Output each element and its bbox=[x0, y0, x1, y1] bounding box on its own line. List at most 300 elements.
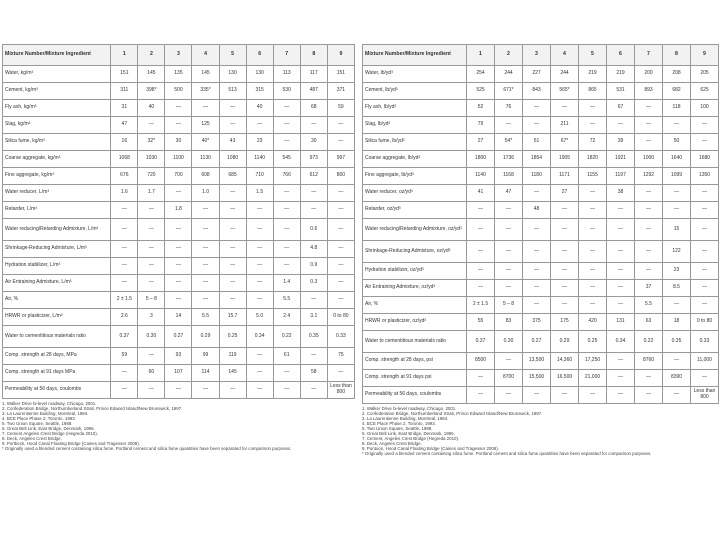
table-cell: — bbox=[523, 280, 551, 297]
table-cell: — bbox=[111, 241, 138, 258]
table-cell: 0.27 bbox=[523, 331, 551, 353]
table-row bbox=[3, 382, 355, 399]
table-cell: 63 bbox=[635, 314, 663, 331]
table-cell: 1905 bbox=[551, 151, 579, 168]
table-row bbox=[363, 241, 719, 263]
table-cell: 58 bbox=[300, 365, 327, 382]
table-cell: — bbox=[111, 258, 138, 275]
table-cell: 0.35 bbox=[300, 326, 327, 348]
table-cell: — bbox=[273, 241, 300, 258]
table-cell: — bbox=[138, 275, 165, 292]
table-cell: — bbox=[246, 202, 273, 219]
footnotes bbox=[362, 406, 718, 456]
row-label: Water reducing/Retarding Admixture, L/m³ bbox=[3, 219, 111, 241]
table-cell: — bbox=[327, 365, 354, 382]
table-row bbox=[363, 280, 719, 297]
table-cell: 38 bbox=[607, 185, 635, 202]
table-cell: — bbox=[138, 219, 165, 241]
imperial-mixture-panel bbox=[362, 44, 718, 456]
table-cell: 50 bbox=[663, 134, 691, 151]
table-cell: 244 bbox=[551, 66, 579, 83]
table-cell: 565* bbox=[551, 83, 579, 100]
table-cell: — bbox=[635, 241, 663, 263]
table-cell: — bbox=[219, 382, 246, 399]
table-cell: — bbox=[467, 241, 495, 263]
table-cell: — bbox=[327, 258, 354, 275]
table-cell: 1155 bbox=[579, 168, 607, 185]
column-header-mixture: 2 bbox=[138, 45, 165, 66]
table-cell: — bbox=[219, 202, 246, 219]
table-cell: — bbox=[192, 219, 219, 241]
table-cell: — bbox=[327, 117, 354, 134]
table-row bbox=[3, 83, 355, 100]
table-cell: 375 bbox=[523, 314, 551, 331]
table-cell: — bbox=[273, 365, 300, 382]
table-cell: 0.30 bbox=[495, 331, 523, 353]
table-cell: 676 bbox=[111, 168, 138, 185]
table-cell: — bbox=[138, 117, 165, 134]
table-cell: 1140 bbox=[246, 151, 273, 168]
table-row bbox=[363, 353, 719, 370]
table-row bbox=[363, 117, 719, 134]
metric-mixture-table bbox=[2, 44, 355, 399]
table-cell: 52 bbox=[467, 100, 495, 117]
table-cell: — bbox=[635, 202, 663, 219]
footnote: 4. BCE Place Phase 2, Toronto, 1993. bbox=[2, 416, 76, 421]
row-label: Hydration stabilizer, L/m³ bbox=[3, 258, 111, 275]
table-cell: — bbox=[607, 202, 635, 219]
row-label: Air, % bbox=[3, 292, 111, 309]
table-cell: — bbox=[579, 202, 607, 219]
table-cell: — bbox=[663, 297, 691, 314]
table-cell: — bbox=[165, 292, 192, 309]
table-cell: — bbox=[635, 185, 663, 202]
table-cell: 30 bbox=[300, 134, 327, 151]
table-cell: 14,360 bbox=[551, 353, 579, 370]
table-cell: — bbox=[165, 382, 192, 399]
table-cell: 61 bbox=[273, 348, 300, 365]
table-cell: 145 bbox=[192, 66, 219, 83]
table-row bbox=[3, 185, 355, 202]
table-cell: — bbox=[111, 365, 138, 382]
column-header-mixture: 5 bbox=[579, 45, 607, 66]
table-row bbox=[3, 275, 355, 292]
table-cell: 68 bbox=[300, 100, 327, 117]
table-cell: 1.7 bbox=[138, 185, 165, 202]
table-cell: 118 bbox=[663, 100, 691, 117]
table-cell: Less than 800 bbox=[327, 382, 354, 399]
table-cell: — bbox=[327, 219, 354, 241]
table-cell: — bbox=[192, 292, 219, 309]
table-cell: 130 bbox=[219, 66, 246, 83]
table-cell: — bbox=[495, 117, 523, 134]
footnote: 5. Two Union Square, Seattle, 1988. bbox=[362, 426, 433, 431]
table-cell: 2.4 bbox=[273, 309, 300, 326]
row-label: Coarse aggregate, kg/m³ bbox=[3, 151, 111, 168]
table-cell: — bbox=[273, 382, 300, 399]
table-cell: — bbox=[607, 353, 635, 370]
table-cell: 1030 bbox=[138, 151, 165, 168]
row-label: Retarder, oz/yd³ bbox=[363, 202, 467, 219]
table-cell: 40 bbox=[246, 100, 273, 117]
table-cell: 200 bbox=[635, 66, 663, 83]
table-cell: — bbox=[192, 275, 219, 292]
table-cell: 1171 bbox=[551, 168, 579, 185]
table-cell: — bbox=[165, 241, 192, 258]
table-cell: — bbox=[111, 202, 138, 219]
table-cell: — bbox=[246, 117, 273, 134]
column-header-mixture: 2 bbox=[495, 45, 523, 66]
table-cell: — bbox=[663, 353, 691, 370]
footnotes bbox=[2, 401, 355, 451]
table-cell: 1.4 bbox=[273, 275, 300, 292]
table-cell: — bbox=[327, 275, 354, 292]
table-cell: 117 bbox=[300, 66, 327, 83]
table-cell: — bbox=[607, 370, 635, 387]
row-label: Water to cementitious materials ratio bbox=[363, 331, 467, 353]
table-row bbox=[363, 331, 719, 353]
table-cell: — bbox=[635, 117, 663, 134]
table-cell: 531 bbox=[607, 83, 635, 100]
table-cell: 5.5 bbox=[273, 292, 300, 309]
table-cell: — bbox=[523, 117, 551, 134]
table-cell: 766 bbox=[273, 168, 300, 185]
table-cell: 54* bbox=[495, 134, 523, 151]
row-label: Water reducer, oz/yd³ bbox=[363, 185, 467, 202]
footnote: 7. Cement, Angeles Crest Bridge (Hegreda 2010). bbox=[362, 436, 460, 441]
table-cell: — bbox=[635, 370, 663, 387]
table-cell: 130 bbox=[246, 66, 273, 83]
table-cell: 145 bbox=[138, 66, 165, 83]
table-cell: 0.3 bbox=[300, 275, 327, 292]
table-cell: — bbox=[691, 202, 719, 219]
table-cell: 1800 bbox=[467, 151, 495, 168]
table-cell: — bbox=[691, 263, 719, 280]
footnote: 8. Deck, Angeles Crest Bridge. bbox=[2, 436, 62, 441]
table-cell: 11,000 bbox=[691, 353, 719, 370]
table-cell: 13,500 bbox=[523, 353, 551, 370]
table-cell: 487 bbox=[300, 83, 327, 100]
table-cell: — bbox=[495, 202, 523, 219]
table-row bbox=[363, 370, 719, 387]
table-row bbox=[363, 66, 719, 83]
table-cell: — bbox=[467, 280, 495, 297]
table-cell: 612 bbox=[300, 168, 327, 185]
footnote: 9. Pontoon, Hood Canal Floating Bridge (Caines and Tragesser 2008). bbox=[362, 446, 499, 451]
column-header-mixture: 8 bbox=[663, 45, 691, 66]
table-cell: 135 bbox=[165, 66, 192, 83]
table-cell: — bbox=[219, 292, 246, 309]
table-cell: 720 bbox=[138, 168, 165, 185]
table-cell: — bbox=[219, 275, 246, 292]
table-row bbox=[363, 202, 719, 219]
table-cell: 1099 bbox=[663, 168, 691, 185]
table-cell: 2.6 bbox=[111, 309, 138, 326]
table-cell: — bbox=[691, 185, 719, 202]
table-cell: — bbox=[579, 241, 607, 263]
row-label: HRWR or plasticizer, L/m³ bbox=[3, 309, 111, 326]
table-row bbox=[3, 168, 355, 185]
table-cell: 100 bbox=[691, 100, 719, 117]
table-cell: 211 bbox=[551, 117, 579, 134]
table-cell: — bbox=[635, 134, 663, 151]
table-cell: — bbox=[607, 241, 635, 263]
table-cell: — bbox=[495, 387, 523, 404]
column-header-mixture: 1 bbox=[111, 45, 138, 66]
table-cell: — bbox=[607, 387, 635, 404]
table-cell: 8760 bbox=[635, 353, 663, 370]
table-row bbox=[3, 292, 355, 309]
table-cell: 151 bbox=[111, 66, 138, 83]
table-cell: — bbox=[663, 117, 691, 134]
table-cell: — bbox=[138, 202, 165, 219]
table-cell: — bbox=[579, 280, 607, 297]
table-cell: — bbox=[246, 219, 273, 241]
table-cell: 5 – 8 bbox=[138, 292, 165, 309]
table-cell: 30 bbox=[165, 134, 192, 151]
row-label: Fly ash, kg/m³ bbox=[3, 100, 111, 117]
footnote: 2. Confederation Bridge, Northumberland Strait, Prince Edward Island/New Brunswick, 1997. bbox=[362, 411, 543, 416]
footnote: 6. Great Belt Link, East Bridge, Denmark, 1996. bbox=[2, 426, 95, 431]
table-cell: 1.6 bbox=[111, 185, 138, 202]
table-cell: — bbox=[495, 263, 523, 280]
table-row bbox=[3, 309, 355, 326]
table-cell: 122 bbox=[663, 241, 691, 263]
table-cell: 43 bbox=[219, 134, 246, 151]
table-cell: — bbox=[579, 297, 607, 314]
table-cell: 32* bbox=[138, 134, 165, 151]
table-cell: — bbox=[579, 185, 607, 202]
table-cell: 37 bbox=[635, 280, 663, 297]
table-cell: — bbox=[219, 100, 246, 117]
table-cell: 545 bbox=[273, 151, 300, 168]
column-header-mixture: 5 bbox=[219, 45, 246, 66]
table-cell: 1168 bbox=[495, 168, 523, 185]
footnote: 8. Deck, Angeles Crest Bridge. bbox=[362, 441, 422, 446]
table-cell: — bbox=[138, 258, 165, 275]
table-cell: — bbox=[219, 117, 246, 134]
table-cell: 39 bbox=[607, 134, 635, 151]
table-cell: — bbox=[551, 280, 579, 297]
table-cell: — bbox=[551, 387, 579, 404]
table-cell: 1080 bbox=[219, 151, 246, 168]
table-cell: 1292 bbox=[635, 168, 663, 185]
table-cell: 5.0 bbox=[246, 309, 273, 326]
column-header-mixture: 4 bbox=[551, 45, 579, 66]
table-cell: — bbox=[635, 219, 663, 241]
table-cell: 21,000 bbox=[579, 370, 607, 387]
table-row bbox=[3, 66, 355, 83]
table-cell: 0.27 bbox=[165, 326, 192, 348]
table-cell: — bbox=[523, 219, 551, 241]
table-row bbox=[363, 83, 719, 100]
table-row bbox=[3, 151, 355, 168]
table-cell: — bbox=[165, 117, 192, 134]
table-cell: — bbox=[300, 185, 327, 202]
table-cell: 208 bbox=[663, 66, 691, 83]
table-cell: 625 bbox=[691, 83, 719, 100]
table-cell: — bbox=[165, 185, 192, 202]
table-cell: — bbox=[165, 100, 192, 117]
table-cell: 371 bbox=[327, 83, 354, 100]
table-cell: 15,500 bbox=[523, 370, 551, 387]
row-label: Water to cementitious materials ratio bbox=[3, 326, 111, 348]
table-cell: 0.9 bbox=[300, 258, 327, 275]
table-cell: 76 bbox=[495, 100, 523, 117]
imperial-mixture-table bbox=[362, 44, 719, 404]
table-cell: 0.35 bbox=[663, 331, 691, 353]
table-cell: 893 bbox=[635, 83, 663, 100]
table-cell: 79 bbox=[467, 117, 495, 134]
column-header-mixture: 7 bbox=[273, 45, 300, 66]
table-cell: — bbox=[551, 219, 579, 241]
table-cell: — bbox=[607, 297, 635, 314]
table-cell: — bbox=[246, 258, 273, 275]
table-cell: — bbox=[300, 292, 327, 309]
table-cell: 227 bbox=[523, 66, 551, 83]
footnote: * Originally used a blended cement containing silica fume. Portland cement and silica fume quantities have been separated for comparison purposes. bbox=[2, 446, 292, 451]
table-cell: — bbox=[467, 370, 495, 387]
table-cell: 23 bbox=[246, 134, 273, 151]
table-cell: 16 bbox=[111, 134, 138, 151]
table-cell: 5.5 bbox=[192, 309, 219, 326]
footnote: 4. BCE Place Phase 2, Toronto, 1993. bbox=[362, 421, 436, 426]
footnote: 5. Two Union Square, Seattle, 1988. bbox=[2, 421, 73, 426]
table-cell: — bbox=[551, 241, 579, 263]
row-label: Water, kg/m³ bbox=[3, 66, 111, 83]
row-label: Comp. strength at 91 days psi bbox=[363, 370, 467, 387]
table-cell: — bbox=[579, 387, 607, 404]
table-cell: 671* bbox=[495, 83, 523, 100]
table-row bbox=[3, 365, 355, 382]
table-cell: — bbox=[551, 297, 579, 314]
table-row bbox=[3, 258, 355, 275]
row-label: Coarse aggregate, lb/yd³ bbox=[363, 151, 467, 168]
table-cell: — bbox=[579, 117, 607, 134]
table-cell: 1000 bbox=[635, 151, 663, 168]
table-cell: 47 bbox=[111, 117, 138, 134]
row-label: Water reducer, L/m³ bbox=[3, 185, 111, 202]
table-cell: — bbox=[691, 297, 719, 314]
table-row bbox=[3, 117, 355, 134]
table-cell: — bbox=[165, 219, 192, 241]
table-cell: — bbox=[551, 100, 579, 117]
row-label: Permeability at 56 days, coulombs bbox=[3, 382, 111, 399]
table-cell: 131 bbox=[607, 314, 635, 331]
table-cell: 420 bbox=[579, 314, 607, 331]
table-cell: — bbox=[327, 185, 354, 202]
table-cell: 398* bbox=[138, 83, 165, 100]
table-cell: 0.22 bbox=[273, 326, 300, 348]
table-cell: — bbox=[246, 348, 273, 365]
table-row bbox=[363, 100, 719, 117]
table-cell: — bbox=[523, 297, 551, 314]
table-row bbox=[363, 168, 719, 185]
row-label: Water reducing/Retarding Admixture, oz/yd³ bbox=[363, 219, 467, 241]
table-cell: — bbox=[300, 117, 327, 134]
table-cell: — bbox=[495, 353, 523, 370]
column-header-ingredient: Mixture Number/Mixture Ingredient bbox=[3, 45, 111, 66]
table-cell: — bbox=[663, 185, 691, 202]
table-cell: 99 bbox=[192, 348, 219, 365]
table-cell: 800 bbox=[327, 168, 354, 185]
table-cell: — bbox=[219, 258, 246, 275]
table-cell: 1350 bbox=[691, 168, 719, 185]
table-cell: 1736 bbox=[495, 151, 523, 168]
column-header-mixture: 3 bbox=[523, 45, 551, 66]
table-cell: — bbox=[523, 263, 551, 280]
table-cell: Less than 800 bbox=[691, 387, 719, 404]
row-label: Slag, lb/yd³ bbox=[363, 117, 467, 134]
table-cell: — bbox=[273, 258, 300, 275]
table-cell: 1680 bbox=[691, 151, 719, 168]
table-row bbox=[363, 297, 719, 314]
table-cell: — bbox=[246, 292, 273, 309]
table-cell: 1.0 bbox=[192, 185, 219, 202]
table-cell: — bbox=[165, 258, 192, 275]
table-cell: — bbox=[579, 263, 607, 280]
column-header-mixture: 6 bbox=[246, 45, 273, 66]
table-cell: 530 bbox=[273, 83, 300, 100]
table-cell: — bbox=[273, 117, 300, 134]
table-cell: 8390 bbox=[663, 370, 691, 387]
table-row bbox=[363, 219, 719, 241]
table-cell: 219 bbox=[579, 66, 607, 83]
table-cell: — bbox=[691, 241, 719, 263]
table-cell: 685 bbox=[219, 168, 246, 185]
table-cell: 525 bbox=[467, 83, 495, 100]
row-label: Air Entraining Admixture, oz/yd³ bbox=[363, 280, 467, 297]
table-cell: 608 bbox=[192, 168, 219, 185]
table-cell: 75 bbox=[327, 348, 354, 365]
table-cell: 2 ± 1.5 bbox=[467, 297, 495, 314]
table-cell: 1197 bbox=[607, 168, 635, 185]
table-cell: — bbox=[607, 219, 635, 241]
table-cell: — bbox=[192, 382, 219, 399]
table-cell: 1068 bbox=[111, 151, 138, 168]
table-cell: 865 bbox=[579, 83, 607, 100]
table-cell: — bbox=[327, 134, 354, 151]
row-label: Fly ash, lb/yd³ bbox=[363, 100, 467, 117]
column-header-mixture: 1 bbox=[467, 45, 495, 66]
table-cell: — bbox=[691, 134, 719, 151]
table-cell: — bbox=[327, 292, 354, 309]
table-cell: 107 bbox=[165, 365, 192, 382]
table-cell: 151 bbox=[327, 66, 354, 83]
table-cell: 27 bbox=[551, 185, 579, 202]
table-cell: 83 bbox=[495, 314, 523, 331]
table-row bbox=[363, 151, 719, 168]
table-cell: — bbox=[138, 382, 165, 399]
table-cell: 0.22 bbox=[635, 331, 663, 353]
table-cell: — bbox=[300, 202, 327, 219]
row-label: Comp. strength at 28 days, MPa bbox=[3, 348, 111, 365]
footnote: 3. La Laurentienne Building, Montreal, 1984. bbox=[2, 411, 89, 416]
table-cell: — bbox=[327, 241, 354, 258]
column-header-mixture: 8 bbox=[300, 45, 327, 66]
table-cell: 31 bbox=[111, 100, 138, 117]
table-cell: 973 bbox=[300, 151, 327, 168]
row-label: Air, % bbox=[363, 297, 467, 314]
row-label: Silica fume, kg/m³ bbox=[3, 134, 111, 151]
table-row bbox=[3, 219, 355, 241]
table-cell: 997 bbox=[327, 151, 354, 168]
table-cell: — bbox=[607, 280, 635, 297]
table-cell: — bbox=[165, 275, 192, 292]
table-cell: 1820 bbox=[579, 151, 607, 168]
table-cell: 5 – 8 bbox=[495, 297, 523, 314]
table-cell: — bbox=[273, 202, 300, 219]
